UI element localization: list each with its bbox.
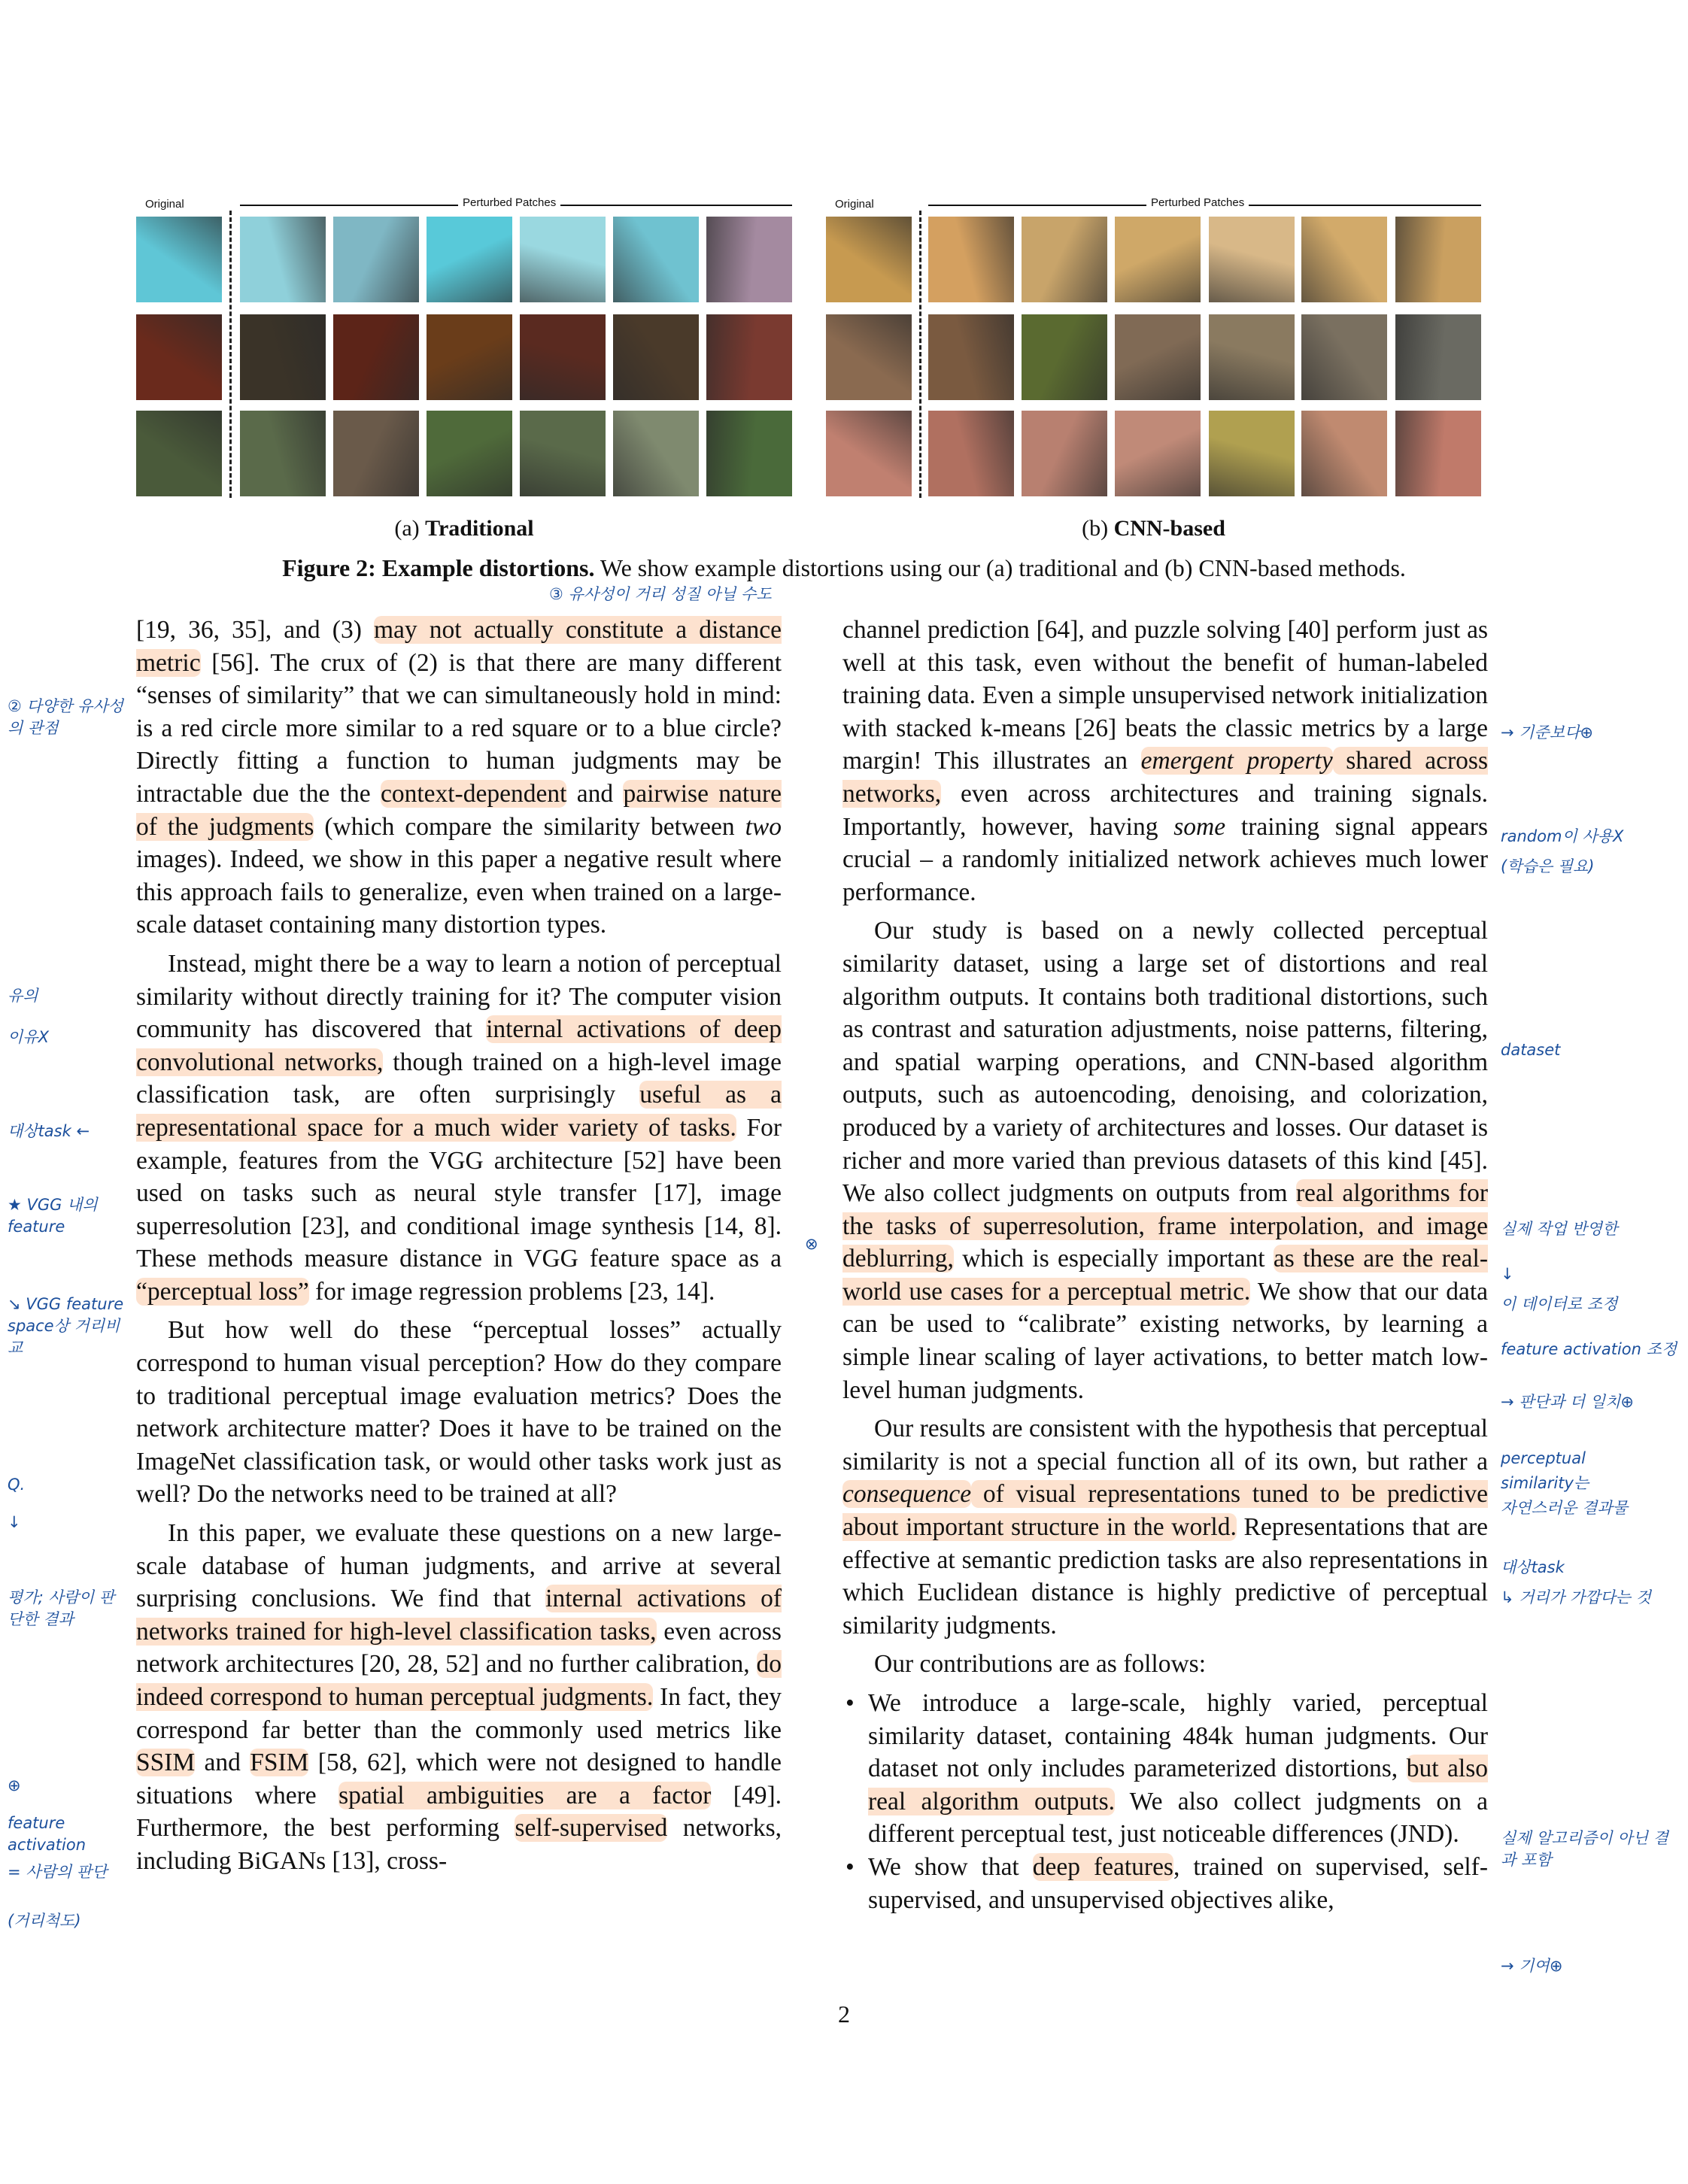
- paragraph: Our study is based on a newly collected perceptual similarity dataset, using a large set of distortions and real algorithm outputs. It contains both traditional distortions, such as contrast and saturation adjustments, noise patterns, filtering, and spatial warping operations, and CNN-based algorithm outputs, such as autoencoding, denoising, and colorization, produced by a variety of architectures and losses. Our dataset is richer and more varied than previous datasets of this kind [45]. We also collect judgments on outputs from real algorithms for the tasks of superresolution, frame interpolation, and image deblurring, which is especially important as these are the real-world use cases for a perceptual metric. We show that our data can be used to “calibrate” existing networks, by learning a simple linear scaling of layer activations, to better match low-level human judgments.: [842, 917, 1488, 1404]
- image-patch: [1301, 314, 1387, 400]
- handwritten-annotation: ⊕: [8, 1776, 21, 1794]
- handwritten-annotation: 이 데이터로 조정: [1501, 1295, 1618, 1313]
- image-patch: [826, 217, 912, 302]
- image-patch: [1395, 411, 1481, 496]
- divider: [919, 211, 921, 498]
- handwritten-annotation: ★ VGG 내의 feature: [8, 1196, 98, 1236]
- image-patch: [928, 314, 1014, 400]
- handwritten-annotation: 대상task ←: [8, 1122, 90, 1140]
- image-patch: [928, 411, 1014, 496]
- subfigure-label: (a) Traditional: [394, 516, 534, 541]
- image-patch: [826, 411, 912, 496]
- original-label: Original: [145, 198, 184, 211]
- image-patch: [613, 411, 699, 496]
- handwritten-annotation: = 사람의 판단: [8, 1863, 108, 1881]
- handwritten-annotation: → 판단과 더 일치⊕: [1501, 1393, 1634, 1411]
- list-item: • We introduce a large-scale, highly varied, perceptual similarity dataset, containing 484k human judgments. Our dataset not only includes parameterized distortions, but also real algorithm outputs. We also collect judgments on a different perceptual test, just noticeable differences (JND).: [842, 1687, 1488, 1851]
- image-patch: [1022, 411, 1107, 496]
- handwritten-annotation: (학습은 필요): [1501, 857, 1595, 875]
- image-patch: [1209, 411, 1295, 496]
- handwritten-annotation: 실제 알고리즘이 아닌 결과 포함: [1501, 1829, 1668, 1869]
- image-patch: [240, 217, 326, 302]
- caption-text: We show example distortions using our (a) traditional and (b) CNN-based methods.: [594, 554, 1406, 581]
- image-patch: [706, 217, 792, 302]
- handwritten-annotation: (거리척도): [8, 1912, 81, 1930]
- image-patch: [520, 314, 606, 400]
- image-patch: [520, 217, 606, 302]
- handwritten-annotation: 대상task: [1501, 1558, 1565, 1576]
- image-patch: [1022, 314, 1107, 400]
- image-patch: [240, 314, 326, 400]
- image-patch: [427, 411, 512, 496]
- image-patch: [1301, 411, 1387, 496]
- figure-caption: [0, 554, 1688, 582]
- handwritten-annotation: ⊗: [805, 1235, 818, 1253]
- divider: [229, 211, 232, 498]
- handwritten-annotation: ↳ 거리가 가깝다는 것: [1501, 1588, 1651, 1606]
- paragraph: Instead, might there be a way to learn a notion of perceptual similarity without directly training for it? The computer vision community has discovered that internal activations of deep convolutional networks, though trained on a high-level image classification task, are often surprisingly useful as a representational space for a much wider variety of tasks. For example, features from the VGG architecture [52] have been used on tasks such as neural style transfer [17], image superresolution [23], and conditional image synthesis [14, 8]. These methods measure distance in VGG feature space as a “perceptual loss” for image regression problems [23, 14].: [136, 949, 782, 1306]
- paragraph: channel prediction [64], and puzzle solving [40] perform just as well at this task, even without the benefit of human-labeled training data. Even a simple unsupervised network initialization with stacked k-means [26] beats the classic metrics by a large margin! This illustrates an emergent property shared across networks, even across architectures and training signals. Importantly, however, having some training signal appears crucial – a randomly initialized network achieves much lower performance.: [842, 616, 1488, 906]
- page-number: 2: [838, 2000, 850, 2028]
- handwritten-annotation: dataset: [1501, 1041, 1561, 1059]
- image-patch: [928, 217, 1014, 302]
- paragraph: Our results are consistent with the hypothesis that perceptual similarity is not a special function all of its own, but rather a consequence of visual representations tuned to be predictive about important structure in the world. Representations that are effective at semantic prediction tasks are also representations in which Euclidean distance is highly predictive of perceptual similarity judgments.: [842, 1415, 1488, 1640]
- handwritten-annotation: 실제 작업 반영한: [1501, 1220, 1618, 1238]
- handwritten-annotation: random이 사용X: [1501, 827, 1624, 845]
- handwritten-annotation: 이유X: [8, 1028, 49, 1046]
- handwritten-annotation: 자연스러운 결과물: [1501, 1499, 1628, 1517]
- paragraph: In this paper, we evaluate these questions on a new large-scale database of human judgments, and arrive at several surprising conclusions. We find that internal activations of networks trained for high-level classification tasks, even across network architectures [20, 28, 52] and no further calibration, do indeed correspond to human perceptual judgments. In fact, they correspond far better than the commonly used metrics like SSIM and FSIM [58, 62], which were not designed to handle situations where spatial ambiguities are a factor [49]. Furthermore, the best performing self-supervised networks, including BiGANs [13], cross-: [136, 1519, 782, 1875]
- image-patch: [333, 314, 419, 400]
- handwritten-annotation: feature activation: [8, 1814, 87, 1854]
- handwritten-annotation: ③ 유사성이 거리 성질 아닐 수도: [549, 585, 772, 603]
- handwritten-annotation: ↓: [1501, 1265, 1514, 1283]
- image-patch: [136, 217, 222, 302]
- subfigure-label: (b) CNN-based: [1082, 516, 1225, 541]
- image-patch: [136, 411, 222, 496]
- contributions-list: [842, 1687, 1488, 1916]
- list-item: • We show that deep features, trained on supervised, self-supervised, and unsupervised objectives alike,: [842, 1851, 1488, 1916]
- image-patch: [1022, 217, 1107, 302]
- handwritten-annotation: → 기준보다⊕: [1501, 723, 1594, 742]
- image-patch: [706, 411, 792, 496]
- handwritten-annotation: 유의: [8, 987, 38, 1005]
- paragraph: Our contributions are as follows:: [874, 1650, 1206, 1679]
- image-patch: [1209, 217, 1295, 302]
- handwritten-annotation: ② 다양한 유사성의 관점: [8, 697, 123, 737]
- perturbed-label: Perturbed Patches: [458, 196, 560, 209]
- image-patch: [1115, 411, 1201, 496]
- image-patch: [333, 411, 419, 496]
- image-patch: [613, 217, 699, 302]
- image-patch: [1115, 314, 1201, 400]
- original-label: Original: [835, 198, 874, 211]
- image-patch: [1209, 314, 1295, 400]
- handwritten-annotation: ↓: [8, 1513, 21, 1531]
- image-patch: [333, 217, 419, 302]
- image-patch: [1115, 217, 1201, 302]
- image-patch: [427, 217, 512, 302]
- handwritten-annotation: Q.: [8, 1476, 26, 1494]
- handwritten-annotation: perceptual: [1501, 1449, 1586, 1467]
- image-patch: [1301, 217, 1387, 302]
- image-patch: [1395, 217, 1481, 302]
- paragraph: But how well do these “perceptual losses” actually correspond to human visual perception? How do they compare to traditional perceptual image evaluation metrics? Does the network architecture matter? Does it have to be trained on the ImageNet classification task, or would other tasks work just as well? Do the networks need to be trained at all?: [136, 1316, 782, 1509]
- handwritten-annotation: ↘ VGG feature space상 거리비교: [8, 1295, 124, 1357]
- image-patch: [240, 411, 326, 496]
- left-column: [136, 614, 782, 1878]
- image-patch: [136, 314, 222, 400]
- right-column: [842, 614, 1488, 1916]
- handwritten-annotation: similarity는: [1501, 1474, 1589, 1492]
- paragraph: [19, 36, 35], and (3) may not actually constitute a distance metric [56]. The crux of (2) is that there are many different “senses of similarity” that we can simultaneously hold in mind: is a red circle more similar to a red square or to a blue circle? Directly fitting a function to human judgments may be intractable due the the context-dependent and pairwise nature of the judgments (which compare the similarity between two images). Indeed, we show in this paper a negative result where this approach fails to generalize, even when trained on a large-scale dataset containing many distortion types.: [136, 616, 782, 939]
- image-patch: [427, 314, 512, 400]
- image-patch: [1395, 314, 1481, 400]
- image-patch: [706, 314, 792, 400]
- handwritten-annotation: 평가; 사람이 판단한 결과: [8, 1588, 115, 1628]
- image-patch: [826, 314, 912, 400]
- image-patch: [613, 314, 699, 400]
- perturbed-label: Perturbed Patches: [1146, 196, 1249, 209]
- caption-label: Figure 2:: [282, 554, 376, 581]
- image-patch: [520, 411, 606, 496]
- caption-title: Example distortions.: [381, 554, 595, 581]
- handwritten-annotation: feature activation 조정: [1501, 1340, 1677, 1358]
- handwritten-annotation: → 기여⊕: [1501, 1957, 1563, 1975]
